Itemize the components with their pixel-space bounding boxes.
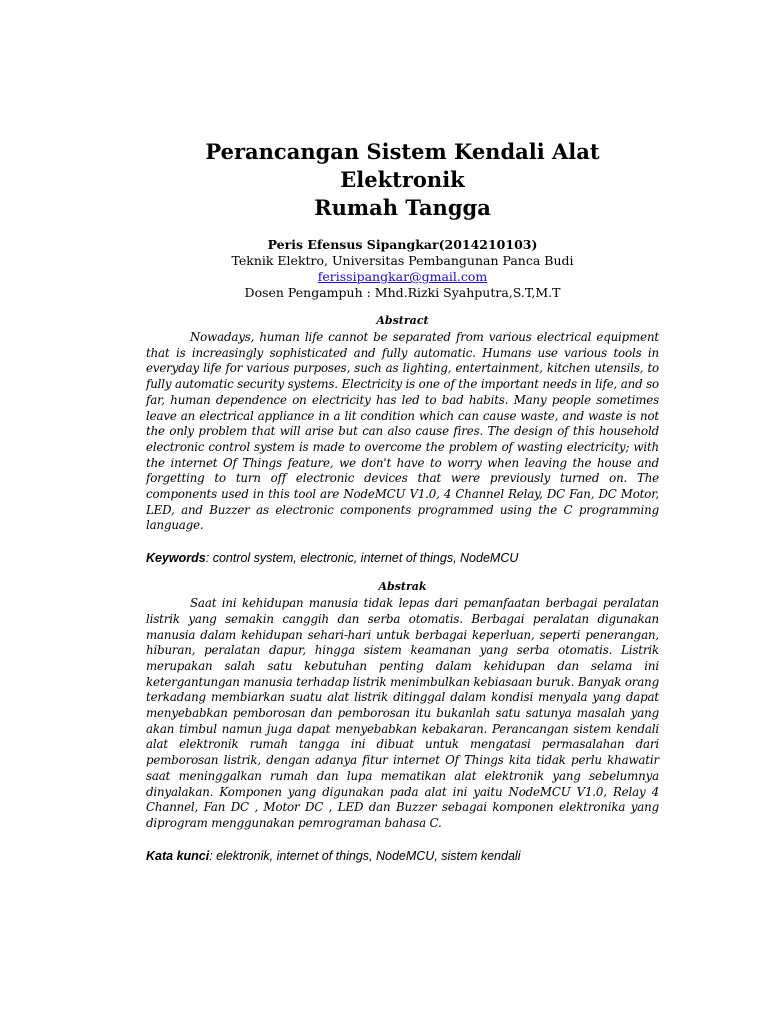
keywords-label: Keywords bbox=[146, 551, 206, 566]
abstract-text: Nowadays, human life cannot be separated from various electrical equipment that is increasingly sophisticated and fully automatic. Humans use various tools in everyday life for various purposes, such as lighting, entertainment, kitchen utensils, to fully automatic security systems. Electricity is one of the important needs in life, and so far, human dependence on electricity has led to bad habits. Many people sometimes leave an electrical appliance in a lit condition which can cause waste, and waste is not the only problem that will arise but can also cause fires. The design of this household electronic control system is made to overcome the problem of wasting electricity; with the internet Of Things feature, we don't have to worry when leaving the house and forgetting to turn off electronic devices that were previously turned on. The components used in this tool are NodeMCU V1.0, 4 Channel Relay, DC Fan, DC Motor, LED, and Buzzer as electronic components programmed using the C programming language. bbox=[146, 330, 659, 533]
title-line-1: Perancangan Sistem Kendali Alat Elektronik bbox=[205, 139, 600, 192]
keywords-text: : control system, electronic, internet of things, NodeMCU bbox=[205, 551, 519, 566]
email-link[interactable]: ferissipangkar@gmail.com bbox=[317, 269, 488, 284]
affiliation: Teknik Elektro, Universitas Pembangunan Panca Budi bbox=[231, 253, 574, 268]
keywords bbox=[146, 550, 659, 566]
paper-title bbox=[146, 138, 659, 222]
abstrak-heading: Abstrak bbox=[378, 580, 427, 594]
kata-kunci-text: : elektronik, internet of things, NodeMCU, sistem kendali bbox=[209, 848, 521, 863]
kata-kunci bbox=[146, 848, 659, 864]
kata-kunci-label: Kata kunci bbox=[146, 848, 210, 863]
abstrak-text: Saat ini kehidupan manusia tidak lepas dari pemanfaatan berbagai peralatan listrik yang semakin canggih dan serba otomatis. Berbagai peralatan digunakan manusia dalam kehidupan sehari-hari untuk berbagai keperluan, seperti penerangan, hiburan, peralatan dapur, hingga sistem keamanan yang serba otomatis. Listrik merupakan salah satu kebutuhan penting dalam kehidupan dan selama ini ketergantungan manusia terhadap listrik menimbulkan kebiasaan buruk. Banyak orang terkadang membiarkan suatu alat listrik ditinggal dalam kondisi menyala yang dapat menyebabkan pemborosan dan pemborosan itu bukanlah satu satunya masalah yang akan timbul namun juga dapat menyebabkan kebakaran. Perancangan sistem kendali alat elektronik rumah tangga ini dibuat untuk mengatasi permasalahan dari pemborosan listrik, dengan adanya fitur internet Of Things kita tidak perlu khawatir saat meninggalkan rumah dan lupa mematikan alat elektronik yang sebelumnya dinyalakan. Komponen yang digunakan pada alat ini yaitu NodeMCU V1.0, Relay 4 Channel, Fan DC , Motor DC , LED dan Buzzer sebagai komponen elektronika yang diprogram menggunakan pemrograman bahasa C. bbox=[146, 596, 659, 830]
title-line-2: Rumah Tangga bbox=[314, 195, 491, 220]
author-name: Peris Efensus Sipangkar(2014210103) bbox=[267, 237, 538, 252]
lecturer: Dosen Pengampuh : Mhd.Rizki Syahputra,S.T,M.T bbox=[244, 285, 561, 300]
paper-page bbox=[146, 138, 659, 864]
abstract-heading: Abstract bbox=[376, 314, 429, 327]
